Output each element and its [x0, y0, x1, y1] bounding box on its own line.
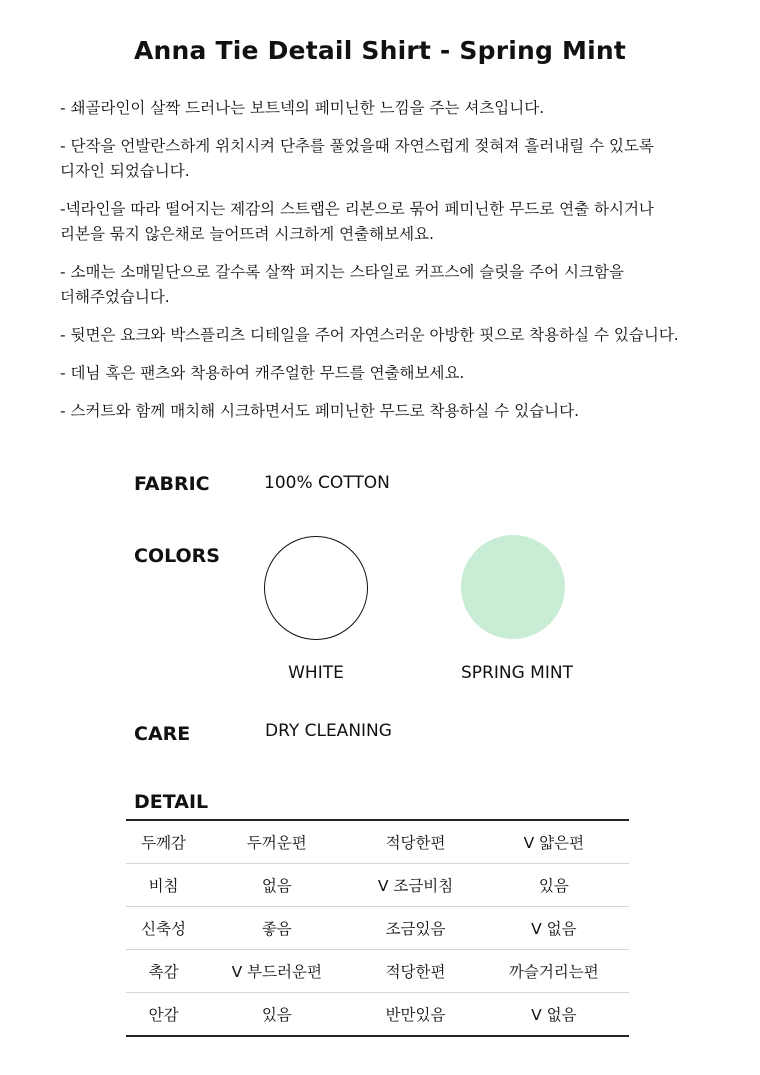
- description-item: - 소매는 소매밑단으로 갈수록 살짝 퍼지는 스타일로 커프스에 슬릿을 주어 시크함을 더해주었습니다.: [60, 263, 624, 306]
- care-label: CARE: [134, 723, 191, 745]
- table-cell: V 얇은편: [479, 820, 629, 864]
- description-item: - 쇄골라인이 살짝 드러나는 보트넥의 페미닌한 느낌을 주는 셔츠입니다.: [60, 99, 545, 117]
- description-item: -넥라인을 따라 떨어지는 제감의 스트랩은 리본으로 묶어 페미닌한 무드로 연출 하시거나 리본을 묶지 않은채로 늘어뜨려 시크하게 연출해보세요.: [60, 200, 654, 243]
- table-row: [126, 820, 629, 864]
- table-cell: 까슬거리는편: [479, 950, 629, 993]
- table-cell: 적당한편: [352, 820, 478, 864]
- table-cell: 조금있음: [352, 907, 478, 950]
- description-item: - 데님 혹은 팬츠와 착용하여 캐주얼한 무드를 연출해보세요.: [60, 364, 465, 382]
- table-cell: V 없음: [479, 907, 629, 950]
- detail-table: [126, 819, 629, 1037]
- description-item: - 단작을 언발란스하게 위치시켜 단추를 풀었을때 자연스럽게 젖혀져 흘러내릴 수 있도록 디자인 되었습니다.: [60, 137, 654, 180]
- care-value: DRY CLEANING: [265, 721, 392, 741]
- description-item: - 뒷면은 요크와 박스플리츠 디테일을 주어 자연스러운 아방한 핏으로 착용하실 수 있습니다.: [60, 326, 679, 344]
- table-cell: V 부드러운편: [201, 950, 352, 993]
- fabric-value: 100% COTTON: [264, 473, 390, 493]
- colors-label: COLORS: [134, 545, 220, 567]
- fabric-label: FABRIC: [134, 473, 210, 495]
- table-row: [126, 864, 629, 907]
- description-list: [60, 96, 720, 437]
- color-name-white: WHITE: [288, 663, 344, 683]
- detail-label: DETAIL: [134, 791, 209, 813]
- table-cell: 적당한편: [352, 950, 478, 993]
- table-cell: 반만있음: [385, 1006, 446, 1024]
- table-cell: V 없음: [531, 1006, 577, 1024]
- page-title: Anna Tie Detail Shirt - Spring Mint: [134, 36, 626, 65]
- table-row: [126, 993, 629, 1037]
- table-cell: 안감: [148, 1006, 179, 1024]
- table-cell: 있음: [261, 1006, 292, 1024]
- table-cell: 촉감: [126, 950, 201, 993]
- table-cell: 없음: [201, 864, 352, 907]
- description-item: - 스커트와 함께 매치해 시크하면서도 페미닌한 무드로 착용하실 수 있습니다.: [60, 402, 580, 420]
- table-cell: 비침: [126, 864, 201, 907]
- table-cell: 두꺼운편: [201, 820, 352, 864]
- color-swatch-white: [264, 536, 368, 640]
- table-row: [126, 950, 629, 993]
- table-cell: 있음: [479, 864, 629, 907]
- color-name-spring-mint: SPRING MINT: [461, 663, 573, 683]
- table-cell: 신축성: [126, 907, 201, 950]
- table-cell: V 조금비침: [352, 864, 478, 907]
- color-swatch-spring-mint: [461, 535, 565, 639]
- table-cell: 두께감: [126, 820, 201, 864]
- table-cell: 좋음: [201, 907, 352, 950]
- table-row: [126, 907, 629, 950]
